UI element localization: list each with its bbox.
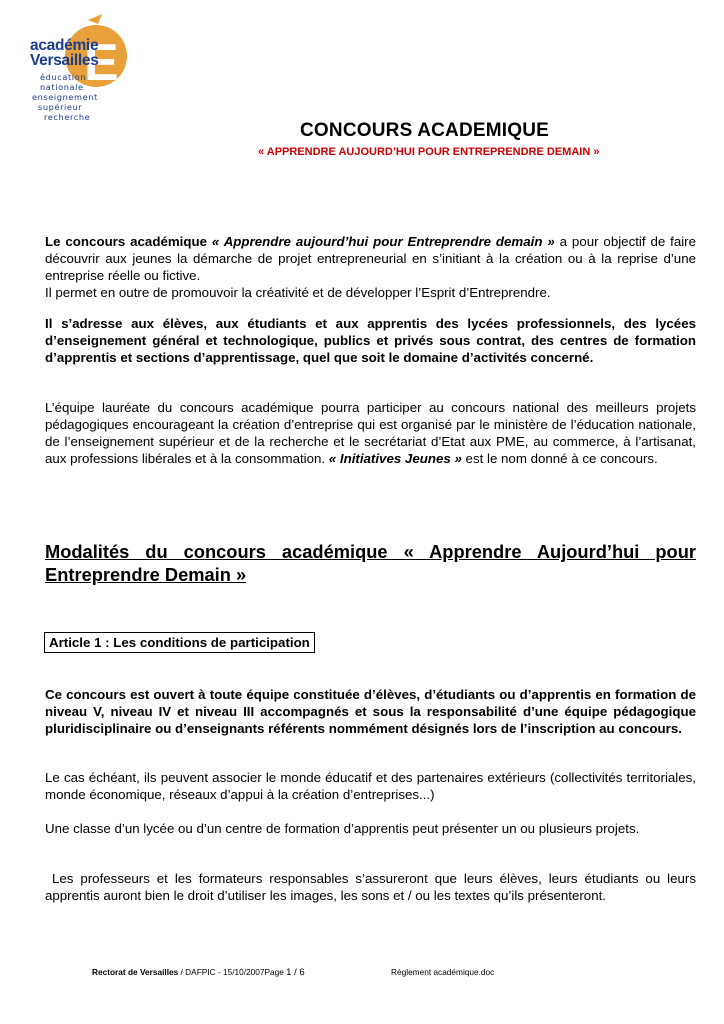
logo-line-versailles: Versailles [30, 52, 99, 69]
national-contest-text: L’équipe lauréate du concours académique pourra participer au concours national des meilleurs projets pédagogiques encourageant la création d’entreprise qui est organisé par le ministère de l’éducation nationale, de l’enseignement supérieur et de la recherche et le secrétariat d’Etat aux PME, au commerce, à l’artisanat, aux professions libérales et à la consommation. [45, 400, 696, 466]
logo-sub-enseignement: enseignement [32, 92, 98, 102]
intro-second-line: Il permet en outre de promouvoir la créativité et de développer l’Esprit d’Entreprendre. [45, 285, 551, 300]
academie-versailles-logo [18, 12, 128, 124]
page-subtitle: « APPRENDRE AUJOURD’HUI POUR ENTREPRENDRE DEMAIN » [258, 146, 600, 158]
page-title: CONCOURS ACADEMIQUE [300, 120, 550, 141]
footer-info: / DAFPIC - 15/10/2007Page [178, 967, 287, 977]
page-footer [92, 967, 495, 978]
footer-page-number: 1 / 6 [286, 967, 305, 978]
article-1-heading: Article 1 : Les conditions de participation [44, 632, 315, 653]
national-contest-end: est le nom donné à ce concours. [461, 451, 658, 466]
partners-paragraph: Le cas échéant, ils peuvent associer le monde éducatif et des partenaires extérieurs (collectivités territoriales, monde économique, réseaux d’appui à la création d’entreprises...) [45, 770, 696, 802]
national-contest-paragraph [45, 399, 696, 467]
intro-lead: Le concours académique [45, 234, 212, 249]
initiatives-jeunes-name: « Initiatives Jeunes » [328, 451, 462, 466]
footer-doc-name: Règlement académique.doc [391, 967, 495, 977]
logo-line-academie: académie [30, 37, 99, 54]
intro-objective: a pour objectif de faire découvrir aux jeunes la démarche de projet entrepreneurial en s’initiant à la création ou à la reprise d’une entreprise réelle ou fictive. [45, 234, 696, 283]
logo-sub-education: éducation [40, 72, 87, 82]
svg-text:E: E [84, 34, 119, 92]
logo-sub-superieur: supérieur [38, 102, 83, 112]
class-projects-paragraph: Une classe d’un lycée ou d’un centre de formation d’apprentis peut présenter un ou plusieurs projets. [45, 821, 640, 836]
rights-paragraph: Les professeurs et les formateurs responsables s’assureront que leurs élèves, leurs étudiants ou leurs apprentis auront bien le droit d’utiliser les images, les sons et / ou les textes qu’ils présenteront. [45, 871, 700, 903]
intro-paragraph [45, 233, 696, 301]
logo-sub-recherche: recherche [44, 112, 91, 122]
eligibility-paragraph: Ce concours est ouvert à toute équipe constituée d’élèves, d’étudiants ou d’apprentis en formation de niveau V, niveau IV et niveau III accompagnés et sous la responsabilité d’une équipe pédagogique pluridisciplinaire ou d’enseignants référents nommément désignés lors de l’inscription au concours. [45, 687, 696, 736]
modalites-heading: Modalités du concours académique « Apprendre Aujourd’hui pour Entreprendre Demain » [45, 541, 696, 585]
footer-org: Rectorat de Versailles [92, 967, 179, 977]
audience-paragraph: Il s’adresse aux élèves, aux étudiants et aux apprentis des lycées professionnels, des lycées d’enseignement général et technologique, publics et privés sous contrat, des centres de formation d’apprentis et sections d’apprentissage, quel que soit le domaine d’activités concerné. [45, 316, 696, 365]
intro-contest-name: « Apprendre aujourd’hui pour Entreprendre demain » [211, 234, 555, 249]
logo-sub-nationale: nationale [40, 82, 84, 92]
